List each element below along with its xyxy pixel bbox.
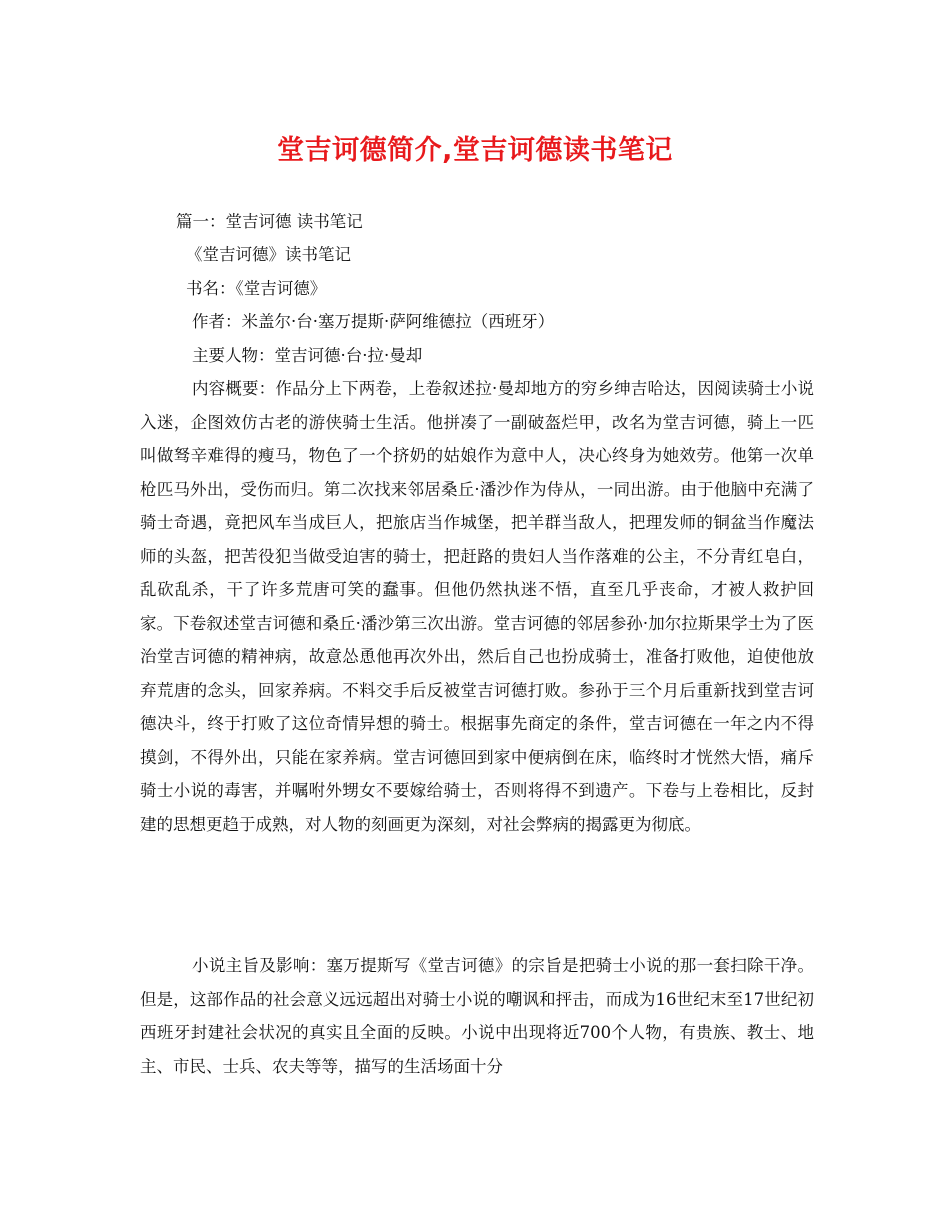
section-heading: 篇一：堂吉诃德 读书笔记 <box>176 212 363 231</box>
theme-paragraph: 小说主旨及影响：塞万提斯写《堂吉诃德》的宗旨是把骑士小说的那一套扫除干净。但是，这部作品的社会意义远远超出对骑士小说的嘲讽和抨击，而成为16世纪末至17世纪初西班牙封建社会状况的真实且全面的反映。小说中出现将近700个人物，有贵族、教士、地主、市民、士兵、农夫等等，描写的生活场面十分 <box>140 956 814 1076</box>
main-characters: 主要人物：堂吉诃德·台·拉·曼却 <box>192 346 423 365</box>
book-name: 书名：《堂吉诃德》 <box>186 279 327 298</box>
author: 作者：米盖尔·台·塞万提斯·萨阿维德拉（西班牙） <box>192 312 555 331</box>
subtitle: 《堂吉诃德》读书笔记 <box>186 245 351 264</box>
summary-paragraph: 内容概要：作品分上下两卷，上卷叙述拉·曼却地方的穷乡绅吉哈达，因阅读骑士小说入迷，企图效仿古老的游侠骑士生活。他拼凑了一副破盔烂甲，改名为堂吉诃德，骑上一匹叫做驽辛难得的瘦马，物色了一个挤奶的姑娘作为意中人，决心终身为她效劳。他第一次单枪匹马外出，受伤而归。第二次找来邻居桑丘·潘沙作为侍从，一同出游。由于他脑中充满了骑士奇遇，竟把风车当成巨人，把旅店当作城堡，把羊群当敌人，把理发师的铜盆当作魔法师的头盔，把苦役犯当做受迫害的骑士，把赶路的贵妇人当作落难的公主，不分青红皂白，乱砍乱杀，干了许多荒唐可笑的蠢事。但他仍然执迷不悟，直至几乎丧命，才被人救护回家。下卷叙述堂吉诃德和桑丘·潘沙第三次出游。堂吉诃德的邻居参孙·加尔拉斯果学士为了医治堂吉诃德的精神病，故意怂恿他再次外出，然后自己也扮成骑士，准备打败他，迫使他放弃荒唐的念头，回家养病。不料交手后反被堂吉诃德打败。参孙于三个月后重新找到堂吉诃德决斗，终于打败了这位奇情异想的骑士。根据事先商定的条件，堂吉诃德在一年之内不得摸剑，不得外出，只能在家养病。堂吉诃德回到家中便病倒在床，临终时才恍然大悟，痛斥骑士小说的毒害，并嘱咐外甥女不要嫁给骑士，否则将得不到遗产。下卷与上卷相比，反封建的思想更趋于成熟，对人物的刻画更为深刻，对社会弊病的揭露更为彻底。 <box>140 379 814 834</box>
document-title: 堂吉诃德简介,堂吉诃德读书笔记 <box>277 135 673 166</box>
